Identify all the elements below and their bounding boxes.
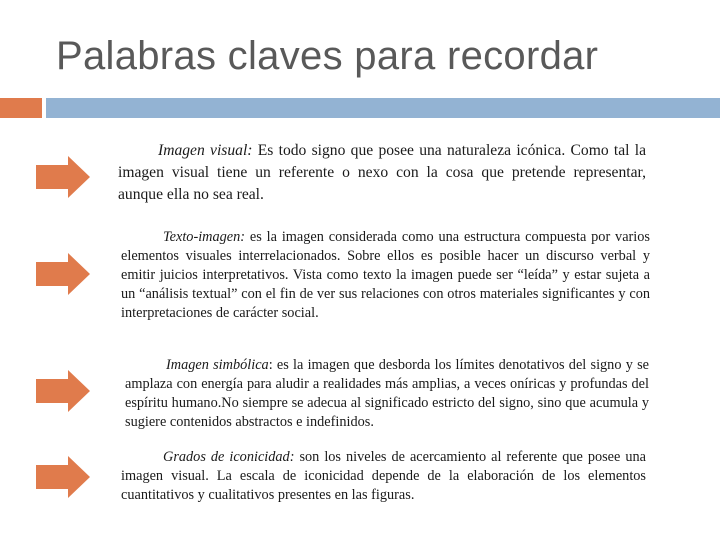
definition-term: Imagen visual: [158, 142, 253, 159]
definition-text: son los niveles de acercamiento al referente que posee una imagen visual. La escala de iconicidad depende de la elaboración de los elementos cuantitativos y cualitativos presentes en las figuras. [121, 449, 647, 503]
definition-imagen-simbolica [125, 356, 649, 432]
right-arrow-icon [36, 456, 90, 498]
definition-text: es la imagen considerada como una estructura compuesta por varios elementos visuales interrelacionados. Sobre ellos es posible hacer un discurso verbal y emitir juicios interpretativos. Vista como texto la imagen puede ser “leída” y estar sujeta a un “análisis textual” con el fin de ver sus relaciones con otros materiales significantes y con interpretaciones de carácter social. [121, 229, 650, 321]
definition-term: Texto-imagen: [163, 229, 246, 245]
definition-grados-iconicidad [121, 448, 646, 505]
right-arrow-icon [36, 156, 90, 198]
definition-term: Imagen simbólica [166, 357, 269, 373]
definition-texto-imagen [121, 228, 650, 323]
right-arrow-icon [36, 370, 90, 412]
definition-text: : es la imagen que desborda los límites denotativos del signo y se amplaza con energía para aludir a realidades más amplias, a veces oníricas y profundas del espíritu humano.No siempre se adecua al significado estricto del signo, sino que acumula y sugiere contenidos abstractos e indefinidos. [125, 357, 649, 430]
definition-text: Es todo signo que posee una naturaleza icónica. Como tal la imagen visual tiene un referente o nexo con la cosa que pretende representar, aunque ella no sea real. [118, 142, 647, 203]
definition-imagen-visual [118, 140, 646, 206]
header-accent-bar-orange [0, 98, 42, 118]
slide-title: Palabras claves para recordar [56, 34, 599, 78]
right-arrow-icon [36, 253, 90, 295]
header-accent-bar-blue [46, 98, 720, 118]
definition-term: Grados de iconicidad: [163, 449, 295, 465]
